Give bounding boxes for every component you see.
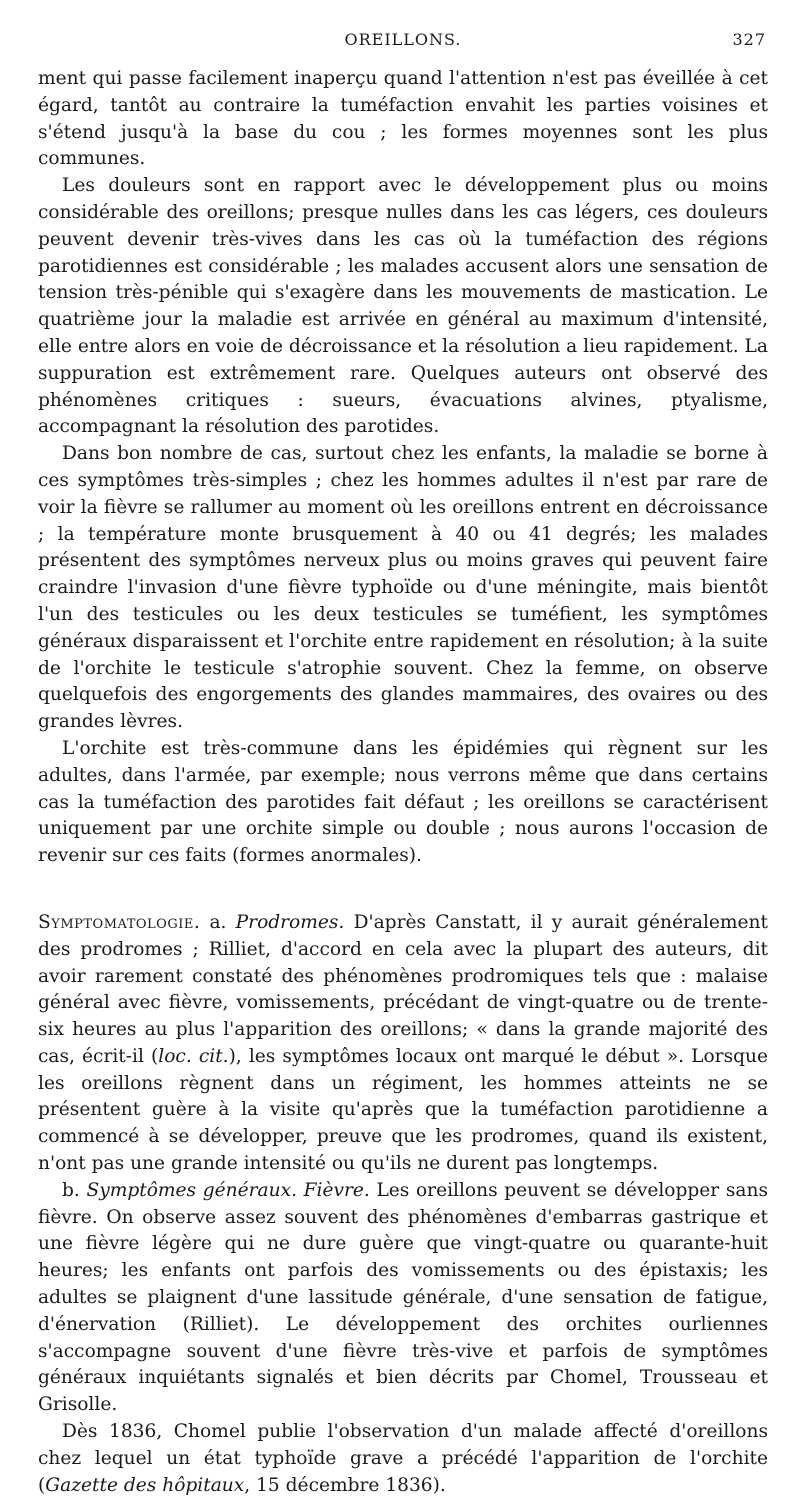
paragraph-enfants: Dans bon nombre de cas, surtout chez les enfants, la maladie se borne à ces symptômes très-simples ; chez les hommes adultes il n'est par rare de voir la fièvre se rallumer au moment où les oreillons entrent en décroissance ; la température monte brusquement à 40 ou 41 degrés; les malades présentent des symptômes nerveux plus ou moins graves qui peuvent faire craindre l'invasion d'une fièvre typhoïde ou d'une méningite, mais bientôt l'un des testicules ou les deux testicules se tuméfient, les symptômes généraux disparaissent et l'orchite entre rapidement en résolution; à la suite de l'orchite le testicule s'atrophie souvent. Chez la femme, on observe quelquefois des engorgements des glandes mammaires, des ovaires ou des grandes lèvres. [38,443,768,733]
prodromes-text-b: ), les symptômes locaux ont marqué le début ». Lorsque les oreillons règnent dans un régiment, les hommes atteints ne se présentent guère à la visite qu'après que la tuméfaction parotidienne a commencé à se développer, preuve que les prodromes, quand ils existent, n'ont pas une grande intensité ou qu'ils ne durent pas longtemps. [38,1045,768,1175]
chomel-text-b: , 15 décembre 1836). [244,1474,446,1496]
prodromes-text-a: D'après Canstatt, il y aurait généralement des prodromes ; Rilliet, d'accord en cela avec la plupart des auteurs, dit avoir rarement constaté des phénomènes prodromiques tels que : malaise général avec fièvre, vomissements, précédant de vingt-quatre ou de trente-six heures au plus l'apparition des oreillons; « dans la grande majorité des cas, écrit-il ( [38,911,769,1067]
paragraph-continuation: ment qui passe facilement inaperçu quand l'attention n'est pas éveillée à cet égard, tantôt au contraire la tuméfaction envahit les parties voisines et s'étend jusqu'à la base du cou ; les formes moyennes sont les plus communes. [38,68,768,170]
running-head [38,30,768,56]
paragraph-chomel [38,1419,768,1499]
citation-gazette: Gazette des hôpitaux [45,1474,245,1496]
subsection-letter-b: b. [62,1179,80,1201]
citation-loc-cit: loc. cit. [158,1045,229,1067]
subsection-letter-a: a. [209,911,227,933]
page-number: 327 [732,30,766,49]
chomel-text-a: Dès 1836, Chomel publie l'observation d'un malade affecté d'oreillons chez lequel un état typhoïde grave a précédé l'apparition de l'orchite ( [38,1421,768,1496]
section-heading: Symptomatologie. [38,911,201,933]
subsection-title-prodromes: Prodromes. [235,911,345,933]
fievre-text: Les oreillons peuvent se développer sans fièvre. On observe assez souvent des phénomènes d'embarras gastrique et une fièvre légère qui ne dure guère que vingt-quatre ou quarante-huit heures; les enfants ont parfois des vomissements ou des épistaxis; les adultes se plaignent d'une lassitude générale, d'une sensation de fatigue, d'énervation (Rilliet). Le développement des orchites ourliennes s'accompagne souvent d'une fièvre très-vive et parfois de symptômes généraux inquiétants signalés et bien décrits par Chomel, Trousseau et Grisolle. [38,1179,768,1416]
paragraph-douleurs: Les douleurs sont en rapport avec le développement plus ou moins considérable des oreillons; presque nulles dans les cas légers, ces douleurs peuvent devenir très-vives dans les cas où la tuméfaction des régions parotidiennes est considérable ; les malades accusent alors une sensation de tension très-pénible qui s'exagère dans les mouvements de mastication. Le quatrième jour la maladie est arrivée en général au maximum d'intensité, elle entre alors en voie de décroissance et la résolution a lieu rapidement. La suppuration est extrêmement rare. Quelques auteurs ont observé des phénomènes critiques : sueurs, évacuations alvines, ptyalisme, accompagnant la résolution des parotides. [38,175,768,438]
paragraph-orchite: L'orchite est très-commune dans les épidémies qui règnent sur les adultes, dans l'armée, par exemple; nous verrons même que dans certains cas la tuméfaction des parotides fait défaut ; les oreillons se caractérisent uniquement par une orchite simple ou double ; nous aurons l'occasion de revenir sur ces faits (formes anormales). [38,737,768,867]
subsection-title-fievre: Symptômes généraux. Fièvre. [86,1179,370,1201]
paragraph-symptomes-generaux [38,1178,768,1419]
body-text [38,66,768,1499]
running-title: OREILLONS. [344,30,462,49]
paragraph-symptomatologie [38,910,768,1178]
section-gap [38,870,768,910]
book-page [38,30,768,1499]
